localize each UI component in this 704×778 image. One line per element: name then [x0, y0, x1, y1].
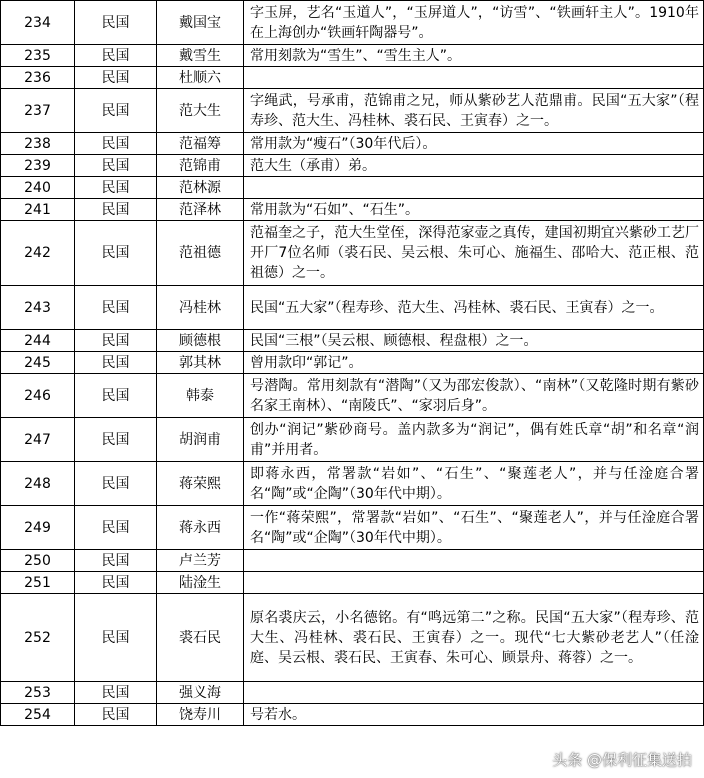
row-era: 民国	[75, 506, 157, 550]
row-note: 号若水。	[244, 704, 704, 726]
row-era: 民国	[75, 133, 157, 155]
row-number: 235	[1, 45, 75, 67]
row-name: 胡润甫	[157, 418, 244, 462]
row-number: 247	[1, 418, 75, 462]
table-row	[1, 682, 704, 704]
row-name: 戴国宝	[157, 1, 244, 45]
row-era: 民国	[75, 177, 157, 199]
row-era: 民国	[75, 221, 157, 286]
row-era: 民国	[75, 352, 157, 374]
row-note: 民国“三根”（吴云根、顾德根、程盘根）之一。	[244, 330, 704, 352]
row-name: 蒋荣熙	[157, 462, 244, 506]
row-number: 248	[1, 462, 75, 506]
row-era: 民国	[75, 89, 157, 133]
row-name: 裘石民	[157, 594, 244, 682]
row-era: 民国	[75, 462, 157, 506]
row-note: 字玉屏，艺名“玉道人”，“玉屏道人”，“访雪”、“铁画轩主人”。1910年在上海创办“铁画轩陶器号”。	[244, 1, 704, 45]
row-number: 254	[1, 704, 75, 726]
table-row	[1, 89, 704, 133]
row-era: 民国	[75, 67, 157, 89]
row-number: 245	[1, 352, 75, 374]
row-number: 239	[1, 155, 75, 177]
row-note	[244, 67, 704, 89]
row-number: 241	[1, 199, 75, 221]
row-number: 251	[1, 572, 75, 594]
row-name: 范祖德	[157, 221, 244, 286]
table-row	[1, 374, 704, 418]
row-number: 244	[1, 330, 75, 352]
row-era: 民国	[75, 199, 157, 221]
table-row	[1, 45, 704, 67]
row-name: 戴雪生	[157, 45, 244, 67]
row-name: 蒋永西	[157, 506, 244, 550]
row-name: 范林源	[157, 177, 244, 199]
row-number: 243	[1, 286, 75, 330]
table-row	[1, 155, 704, 177]
row-era: 民国	[75, 418, 157, 462]
row-name: 饶寿川	[157, 704, 244, 726]
row-era: 民国	[75, 45, 157, 67]
row-note: 范大生（承甫）弟。	[244, 155, 704, 177]
table-row	[1, 506, 704, 550]
row-note: 民国“五大家”（程寿珍、范大生、冯桂林、裘石民、王寅春）之一。	[244, 286, 704, 330]
table-row	[1, 67, 704, 89]
table-row	[1, 418, 704, 462]
row-name: 郭其林	[157, 352, 244, 374]
row-name: 陆淦生	[157, 572, 244, 594]
row-note: 曾用款印“郭记”。	[244, 352, 704, 374]
row-number: 240	[1, 177, 75, 199]
watermark: 头条 @保利征集送拍	[552, 751, 692, 769]
row-note: 常用刻款为“雪生”、“雪生主人”。	[244, 45, 704, 67]
table-row	[1, 572, 704, 594]
table-row	[1, 550, 704, 572]
table-body	[1, 1, 704, 726]
table-row	[1, 594, 704, 682]
row-number: 236	[1, 67, 75, 89]
row-note: 号潜陶。常用刻款有“潜陶”（又为邵宏俊款）、“南林”（又乾隆时期有紫砂名家王南林）、“南陵氏”、“家羽后身”。	[244, 374, 704, 418]
table-row	[1, 133, 704, 155]
row-number: 242	[1, 221, 75, 286]
row-name: 冯桂林	[157, 286, 244, 330]
row-era: 民国	[75, 1, 157, 45]
row-era: 民国	[75, 286, 157, 330]
row-note: 字绳武，号承甫，范锦甫之兄，师从紫砂艺人范鼎甫。民国“五大家”（程寿珍、范大生、冯桂林、裘石民、王寅春）之一。	[244, 89, 704, 133]
row-name: 顾德根	[157, 330, 244, 352]
row-number: 237	[1, 89, 75, 133]
row-number: 252	[1, 594, 75, 682]
row-name: 强义海	[157, 682, 244, 704]
row-number: 238	[1, 133, 75, 155]
row-note: 创办“润记”紫砂商号。盖内款多为“润记”，偶有姓氏章“胡”和名章“润甫”并用者。	[244, 418, 704, 462]
row-number: 234	[1, 1, 75, 45]
row-era: 民国	[75, 682, 157, 704]
row-number: 249	[1, 506, 75, 550]
table-row	[1, 221, 704, 286]
row-number: 246	[1, 374, 75, 418]
row-name: 杜顺六	[157, 67, 244, 89]
row-era: 民国	[75, 594, 157, 682]
row-note: 范福奎之子，范大生堂侄，深得范家壶之真传，建国初期宜兴紫砂工艺厂开厂7位名师（裘石民、吴云根、朱可心、施福生、邵哈大、范正根、范祖德）之一。	[244, 221, 704, 286]
table-row	[1, 704, 704, 726]
row-name: 范福筹	[157, 133, 244, 155]
table-row	[1, 352, 704, 374]
table-row	[1, 199, 704, 221]
row-name: 韩泰	[157, 374, 244, 418]
row-era: 民国	[75, 704, 157, 726]
row-note	[244, 177, 704, 199]
row-note	[244, 550, 704, 572]
table-row	[1, 1, 704, 45]
row-number: 250	[1, 550, 75, 572]
row-note	[244, 572, 704, 594]
row-era: 民国	[75, 550, 157, 572]
row-era: 民国	[75, 374, 157, 418]
row-note: 一作“蒋荣熙”，常署款“岩如”、“石生”、“聚莲老人”，并与任淦庭合署名“陶”或“企陶”（30年代中期）。	[244, 506, 704, 550]
row-name: 范锦甫	[157, 155, 244, 177]
table-row	[1, 177, 704, 199]
table-row	[1, 462, 704, 506]
table-row	[1, 286, 704, 330]
row-era: 民国	[75, 155, 157, 177]
row-note: 即蒋永西，常署款“岩如”、“石生”、“聚莲老人”，并与任淦庭合署名“陶”或“企陶”（30年代中期）。	[244, 462, 704, 506]
table-row	[1, 330, 704, 352]
row-note: 常用款为“石如”、“石生”。	[244, 199, 704, 221]
row-era: 民国	[75, 330, 157, 352]
row-note: 原名裘庆云，小名德铭。有“鸣远第二”之称。民国“五大家”（程寿珍、范大生、冯桂林、裘石民、王寅春）之一。现代“七大紫砂老艺人”（任淦庭、吴云根、裘石民、王寅春、朱可心、顾景舟、蒋蓉）之一。	[244, 594, 704, 682]
row-note	[244, 682, 704, 704]
row-era: 民国	[75, 572, 157, 594]
row-number: 253	[1, 682, 75, 704]
row-note: 常用款为“瘦石”（30年代后）。	[244, 133, 704, 155]
row-name: 卢兰芳	[157, 550, 244, 572]
row-name: 范泽林	[157, 199, 244, 221]
row-name: 范大生	[157, 89, 244, 133]
